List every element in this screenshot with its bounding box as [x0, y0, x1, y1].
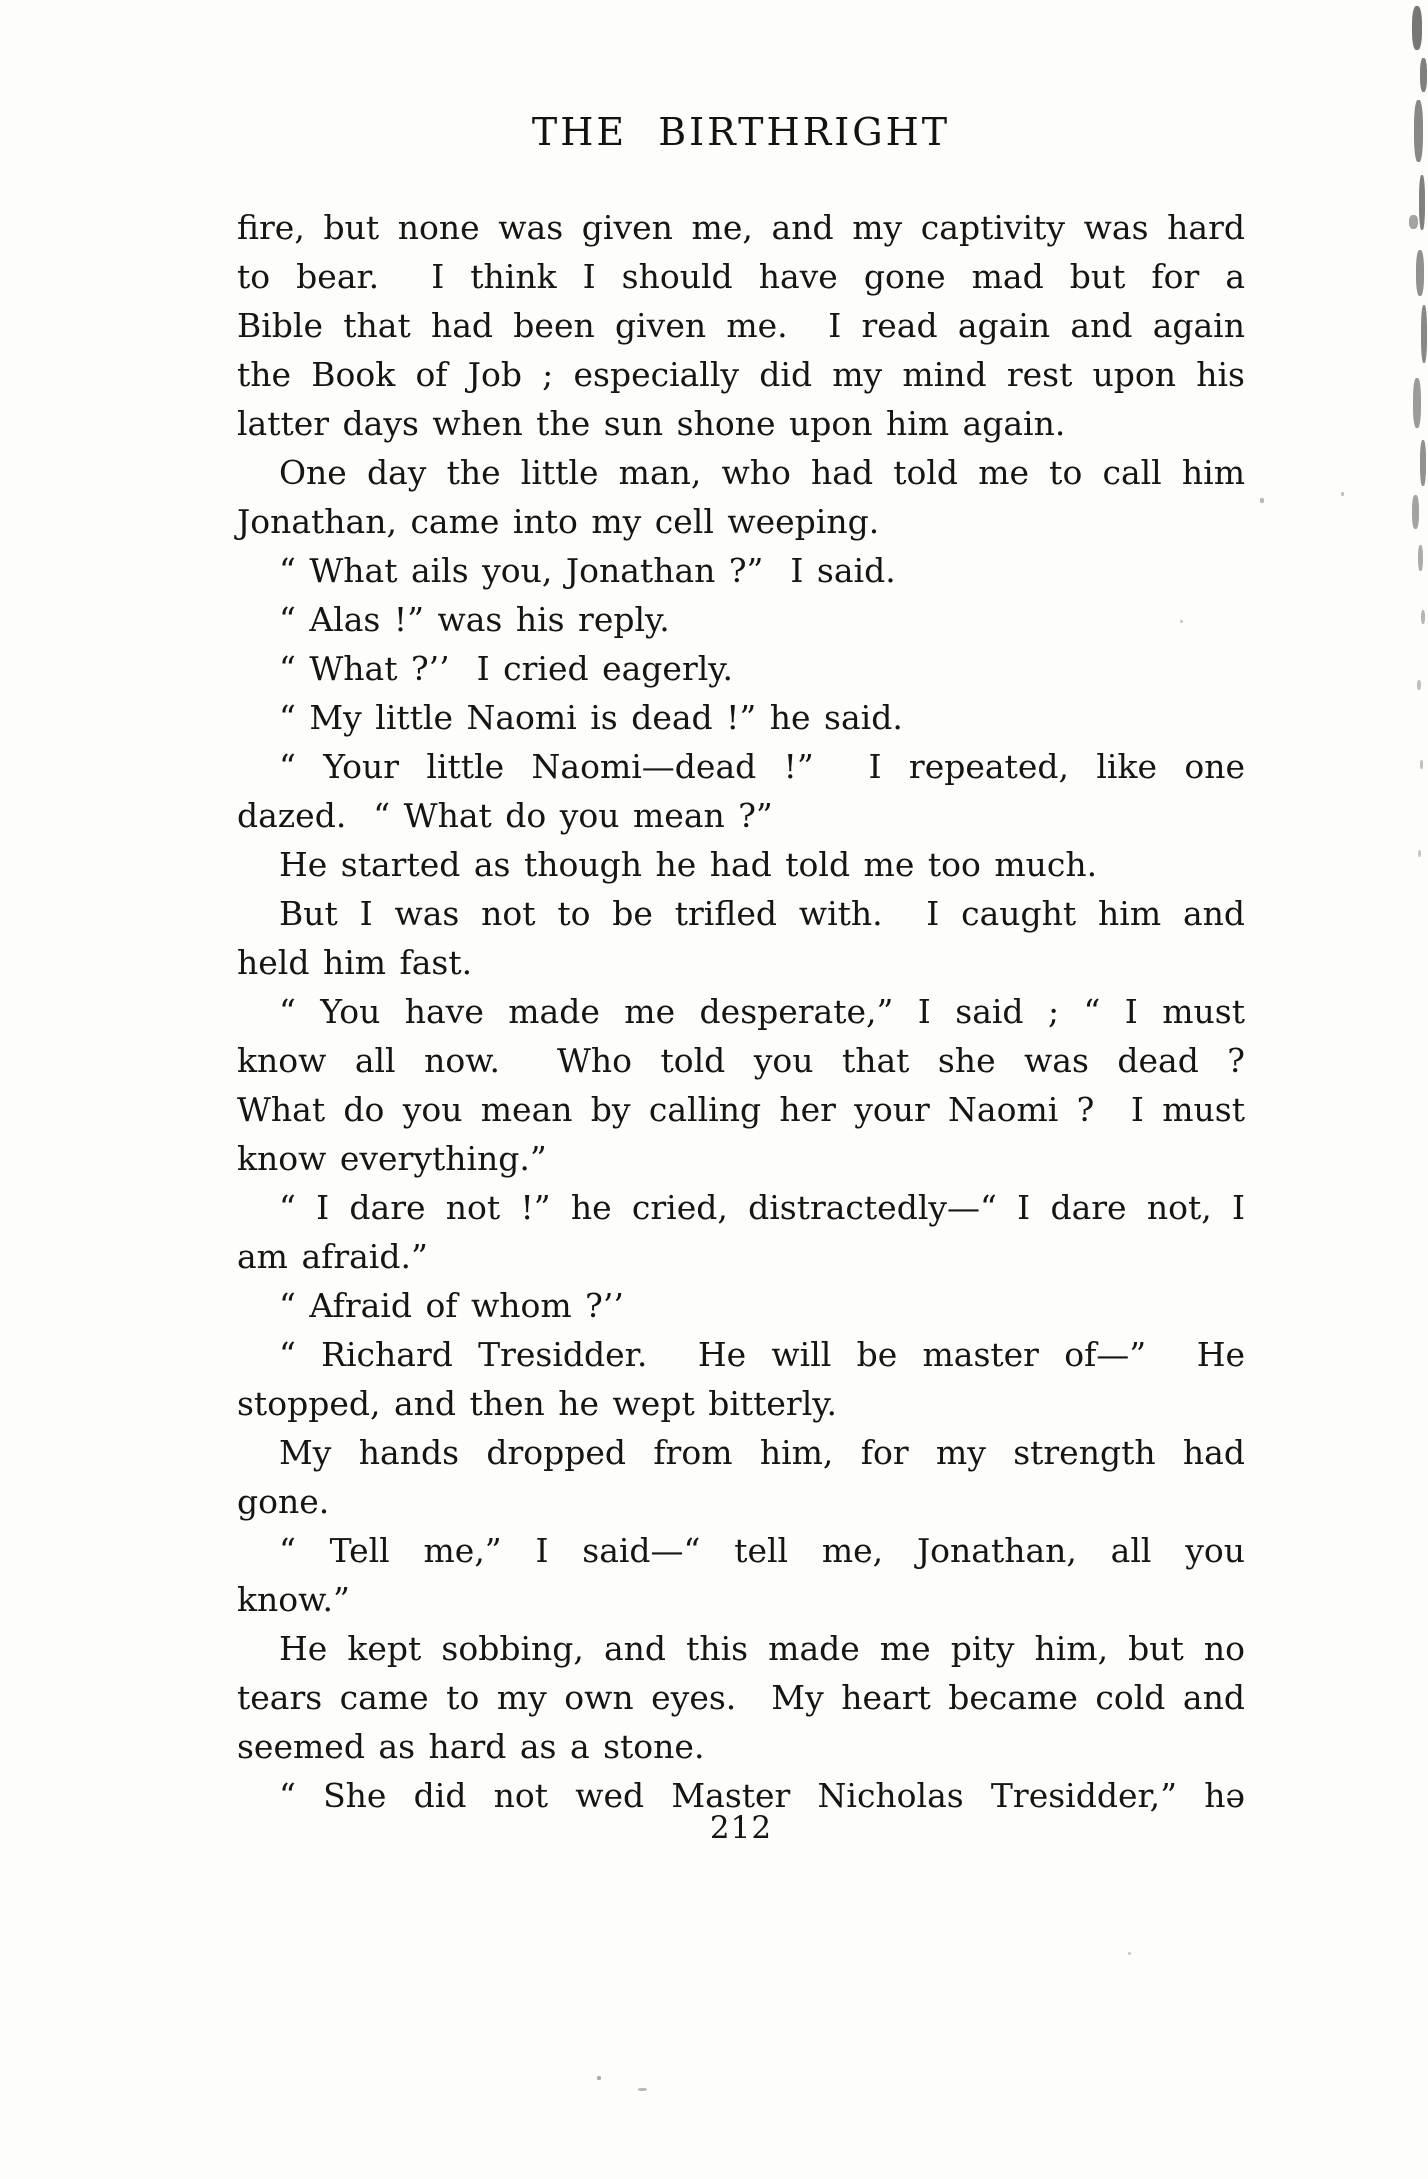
- scan-artifact: [1418, 850, 1421, 857]
- scan-artifact: [1417, 680, 1421, 690]
- text-line: Bible that had been given me. I read again and again: [237, 306, 1245, 345]
- text-line: “ Afraid of whom ?’’: [279, 1286, 624, 1325]
- text-line: the Book of Job ; especially did my mind rest upon his: [237, 355, 1245, 394]
- text-line: “ Your little Naomi—dead !” I repeated, like one: [279, 747, 1245, 786]
- scan-artifact: [1421, 305, 1427, 363]
- scan-artifact: [1128, 1952, 1131, 1955]
- text-line: “ My little Naomi is dead !” he said.: [279, 698, 903, 737]
- page-body-text: [237, 203, 1245, 1820]
- text-line: stopped, and then he wept bitterly.: [237, 1384, 838, 1423]
- text-line: held him fast.: [237, 943, 473, 982]
- text-line: What do you mean by calling her your Naomi ? I must: [237, 1090, 1245, 1129]
- text-line: am afraid.”: [237, 1237, 428, 1276]
- text-line: Jonathan, came into my cell weeping.: [237, 502, 880, 541]
- scan-artifact: [1420, 440, 1426, 486]
- scan-artifact: [1413, 378, 1421, 428]
- scan-artifact: [1412, 495, 1419, 529]
- text-line: fire, but none was given me, and my captivity was hard: [237, 208, 1245, 247]
- scan-artifact: [1420, 58, 1427, 92]
- text-line: “ I dare not !” he cried, distractedly—“ I dare not, I: [279, 1188, 1245, 1227]
- text-line: know.”: [237, 1580, 350, 1619]
- scan-artifact: [1419, 175, 1425, 230]
- text-line: “ Alas !” was his reply.: [279, 600, 670, 639]
- text-line: He started as though he had told me too much.: [279, 845, 1098, 884]
- scan-artifact: [597, 2076, 601, 2080]
- text-line: gone.: [237, 1482, 330, 1521]
- text-line: “ You have made me desperate,” I said ; “ I must: [279, 992, 1245, 1031]
- scan-artifact: [1420, 760, 1423, 769]
- scan-artifact: [1421, 610, 1425, 624]
- text-line: But I was not to be trifled with. I caught him and: [279, 894, 1245, 933]
- text-line: tears came to my own eyes. My heart became cold and: [237, 1678, 1245, 1717]
- scan-artifact: [1412, 6, 1422, 50]
- text-line: “ She did not wed Master Nicholas Tresidder,” hə: [279, 1776, 1245, 1815]
- text-line: “ Tell me,” I said—“ tell me, Jonathan, all you: [279, 1531, 1245, 1570]
- text-line: to bear. I think I should have gone mad but for a: [237, 257, 1245, 296]
- text-line: “ What ?’’ I cried eagerly.: [279, 649, 734, 688]
- text-line: My hands dropped from him, for my strength had: [279, 1433, 1245, 1472]
- text-line: “ What ails you, Jonathan ?” I said.: [279, 551, 896, 590]
- scan-artifact: [1416, 250, 1424, 296]
- page-header-title: THE BIRTHRIGHT: [531, 110, 951, 154]
- scan-artifact: [1409, 215, 1418, 229]
- text-line: “ Richard Tresidder. He will be master of—” He: [279, 1335, 1245, 1374]
- scan-artifact: [1414, 100, 1423, 162]
- scan-artifact: [1418, 545, 1423, 571]
- text-line: latter days when the sun shone upon him again.: [237, 404, 1066, 443]
- text-line: He kept sobbing, and this made me pity him, but no: [279, 1629, 1245, 1668]
- scan-artifact: [638, 2088, 647, 2091]
- scan-artifact: [1341, 492, 1344, 496]
- scan-artifact: [1260, 498, 1264, 503]
- text-line: dazed. “ What do you mean ?”: [237, 796, 773, 835]
- text-line: know all now. Who told you that she was dead ?: [237, 1041, 1245, 1080]
- text-line: One day the little man, who had told me to call him: [279, 453, 1245, 492]
- text-line: seemed as hard as a stone.: [237, 1727, 705, 1766]
- page-number: 212: [709, 1810, 773, 1846]
- text-line: know everything.”: [237, 1139, 547, 1178]
